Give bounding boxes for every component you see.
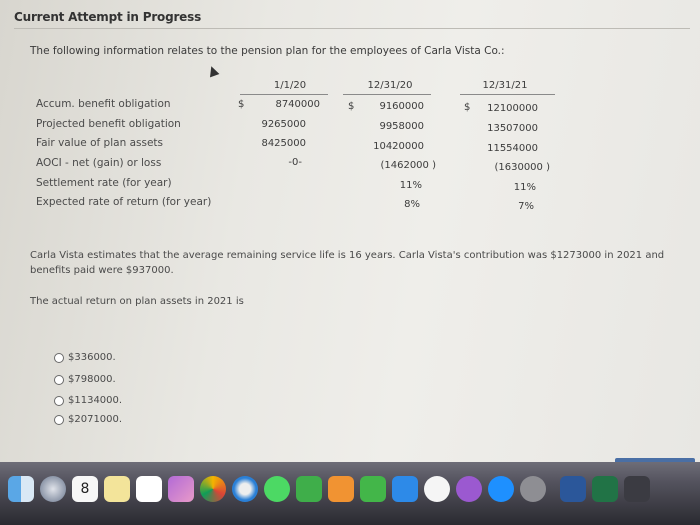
column-header-2: 12/31/20 — [367, 80, 413, 91]
cell-expected-return-col3: 7% — [518, 201, 534, 212]
app-store-icon[interactable] — [488, 476, 514, 502]
radio-button-icon[interactable] — [54, 375, 64, 385]
dollar-sign: $ — [464, 102, 471, 113]
question-text: The actual return on plan assets in 2021 is — [30, 296, 244, 307]
pages-icon[interactable] — [328, 476, 354, 502]
radio-button-icon[interactable] — [54, 415, 64, 425]
column-underline-1 — [240, 94, 328, 95]
title-divider — [14, 28, 690, 29]
row-label-settlement: Settlement rate (for year) — [36, 177, 172, 189]
row-label-expected-return: Expected rate of return (for year) — [36, 196, 212, 208]
music-icon[interactable] — [424, 476, 450, 502]
photos-icon[interactable] — [168, 476, 194, 502]
cell-abo-col1: 8740000 — [275, 99, 320, 110]
answer-option-3[interactable] — [54, 395, 122, 406]
facetime-icon[interactable] — [296, 476, 322, 502]
answer-option-label: $1134000. — [68, 395, 123, 406]
cell-fvpa-col3: 11554000 — [487, 143, 538, 154]
row-label-pbo: Projected benefit obligation — [36, 118, 181, 130]
answer-option-label: $798000. — [68, 374, 116, 385]
answer-option-1[interactable] — [54, 352, 116, 363]
podcasts-icon[interactable] — [456, 476, 482, 502]
cell-settlement-col3: 11% — [513, 182, 536, 193]
notes-icon[interactable] — [104, 476, 130, 502]
keynote-icon[interactable] — [392, 476, 418, 502]
cell-pbo-col2: 9958000 — [379, 121, 424, 132]
cell-pbo-col1: 9265000 — [261, 119, 306, 130]
cell-aoci-col2: (1462000 ) — [380, 160, 436, 171]
calendar-day: 8 — [80, 481, 90, 497]
system-preferences-icon[interactable] — [520, 476, 546, 502]
column-header-3: 12/31/21 — [482, 80, 528, 91]
cell-pbo-col3: 13507000 — [487, 123, 538, 134]
cell-fvpa-col1: 8425000 — [261, 138, 306, 149]
cell-abo-col2: 9160000 — [379, 101, 424, 112]
row-label-abo: Accum. benefit obligation — [36, 98, 171, 110]
finder-icon[interactable] — [8, 476, 34, 502]
dollar-sign: $ — [348, 101, 355, 112]
numbers-icon[interactable] — [360, 476, 386, 502]
word-icon[interactable] — [560, 476, 586, 502]
column-header-1: 1/1/20 — [273, 80, 307, 91]
row-label-aoci: AOCI - net (gain) or loss — [36, 157, 162, 169]
cell-abo-col3: 12100000 — [487, 103, 538, 114]
intro-text: The following information relates to the pension plan for the employees of Carla Vista Co.: — [30, 45, 505, 57]
mouse-cursor-icon — [207, 65, 220, 78]
excel-icon[interactable] — [592, 476, 618, 502]
launchpad-icon[interactable] — [40, 476, 66, 502]
problem-paragraph: Carla Vista estimates that the average remaining service life is 16 years. Carla Vista's contribution was $1273000 in 2021 and benefits paid were $937000. — [30, 250, 665, 276]
macos-dock — [0, 462, 700, 525]
messages-icon[interactable] — [264, 476, 290, 502]
chrome-icon[interactable] — [200, 476, 226, 502]
dollar-sign: $ — [238, 99, 245, 110]
cell-settlement-col2: 11% — [399, 180, 422, 191]
column-underline-3 — [460, 94, 555, 95]
cell-expected-return-col2: 8% — [404, 199, 420, 210]
cell-aoci-col1: -0- — [288, 157, 302, 168]
radio-button-icon[interactable] — [54, 396, 64, 406]
script-icon[interactable] — [624, 476, 650, 502]
row-label-fvpa: Fair value of plan assets — [36, 137, 163, 149]
radio-button-icon[interactable] — [54, 353, 64, 363]
answer-option-label: $2071000. — [68, 414, 123, 425]
answer-option-label: $336000. — [68, 352, 116, 363]
reminders-icon[interactable] — [136, 476, 162, 502]
answer-option-2[interactable] — [54, 374, 116, 385]
calendar-icon[interactable] — [72, 476, 98, 502]
cell-fvpa-col2: 10420000 — [373, 141, 424, 152]
answer-option-4[interactable] — [54, 414, 122, 425]
cell-aoci-col3: (1630000 ) — [494, 162, 550, 173]
safari-icon[interactable] — [232, 476, 258, 502]
page-title: Current Attempt in Progress — [14, 10, 202, 24]
column-underline-2 — [343, 94, 431, 95]
